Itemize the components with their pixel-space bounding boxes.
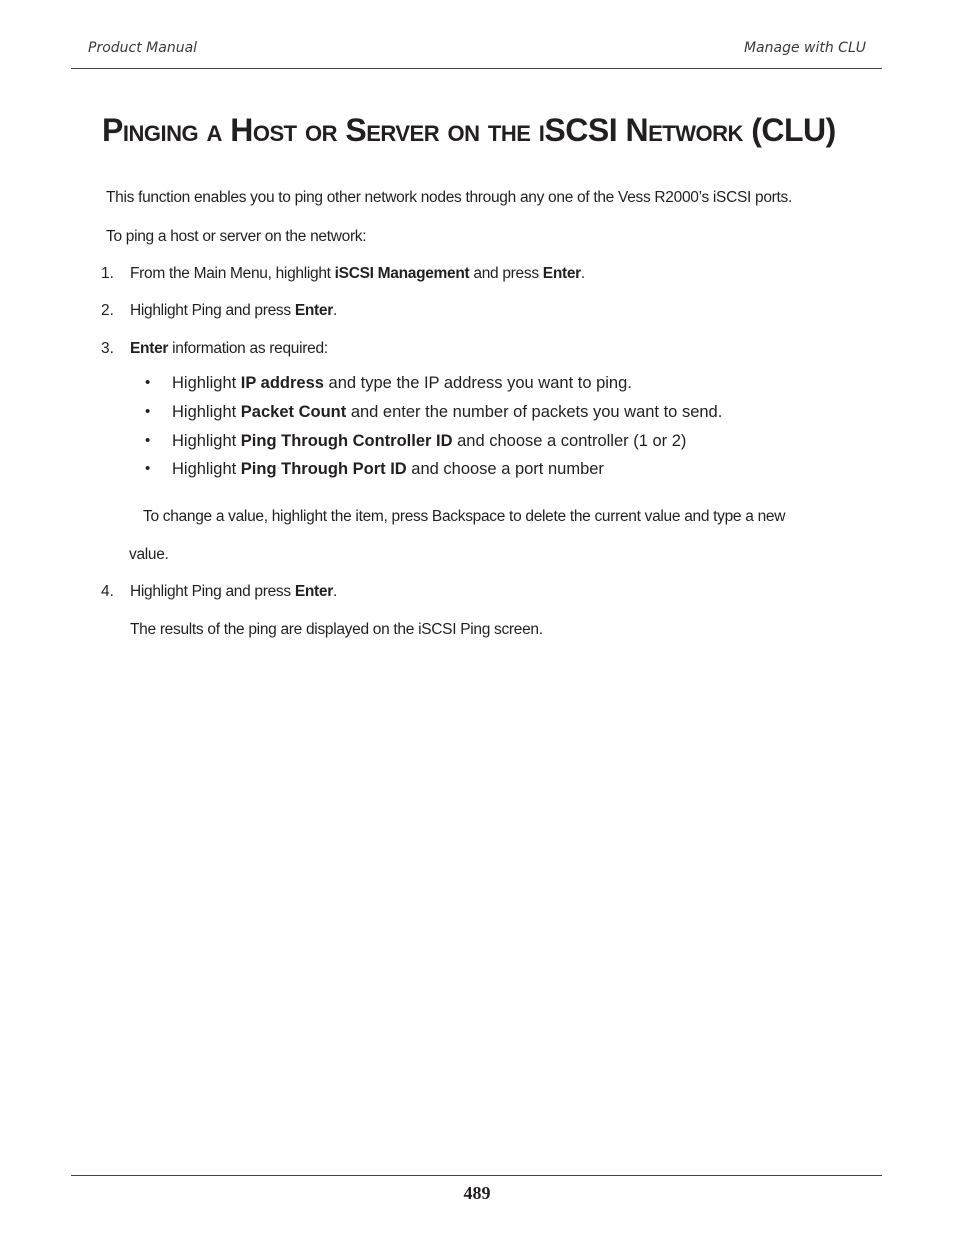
bullet-marker: •: [145, 460, 151, 477]
step-text: [130, 583, 337, 601]
bullet-text-run: Highlight: [172, 403, 241, 421]
ui-term: Enter: [130, 340, 169, 357]
bullet-marker: •: [145, 374, 151, 391]
step-number: 1.: [101, 265, 114, 282]
bullet-marker: •: [145, 432, 151, 449]
bullet-item: [172, 403, 722, 422]
step-text-run: .: [580, 265, 585, 282]
running-header-right: Manage with CLU: [743, 40, 866, 56]
step-number: 2.: [101, 302, 114, 319]
step-text-run: .: [332, 583, 337, 600]
bullet-text-run: and choose a port number: [406, 460, 604, 478]
lead-paragraph: To ping a host or server on the network:: [106, 228, 367, 245]
step-text-run: .: [332, 302, 337, 319]
change-value-note-cont: value.: [129, 546, 169, 563]
ui-term: Packet Count: [240, 403, 347, 421]
ui-term: Ping Through Controller ID: [240, 432, 453, 450]
step-text-run: information as required:: [168, 340, 328, 357]
step-text-run: From the Main Menu, highlight: [130, 265, 335, 282]
step-text: [130, 340, 328, 358]
results-paragraph: The results of the ping are displayed on the iSCSI Ping screen.: [130, 621, 543, 638]
bullet-text-run: Highlight: [172, 460, 241, 478]
title-part-3: Network (CLU): [617, 112, 836, 148]
step-text: [130, 302, 337, 320]
bullet-item: [172, 374, 632, 393]
step-text-run: Highlight Ping and press: [130, 583, 295, 600]
bullet-text-run: and type the IP address you want to ping.: [323, 374, 632, 392]
intro-paragraph: This function enables you to ping other network nodes through any one of the Vess R2000’s iSCSI ports.: [106, 189, 793, 206]
step-text-run: Highlight Ping and press: [130, 302, 295, 319]
ui-term: IP address: [240, 374, 324, 392]
ui-term: iSCSI Management: [334, 265, 470, 282]
title-part-2: SCSI: [544, 112, 618, 148]
bullet-text-run: and choose a controller (1 or 2): [452, 432, 687, 450]
ui-term: Enter: [294, 302, 333, 319]
bullet-item: [172, 460, 604, 479]
step-text: [130, 265, 585, 283]
step-text-run: and press: [469, 265, 543, 282]
bullet-text-run: and enter the number of packets you want to send.: [346, 403, 723, 421]
ui-term: Enter: [542, 265, 581, 282]
title-part-1: Pinging a Host or Server on the i: [102, 112, 545, 148]
bullet-item: [172, 432, 686, 451]
ui-term: Ping Through Port ID: [240, 460, 407, 478]
bullet-marker: •: [145, 403, 151, 420]
page-number: 489: [463, 1183, 491, 1203]
change-value-note: To change a value, highlight the item, press Backspace to delete the current value and type a new: [143, 508, 786, 525]
running-header-left: Product Manual: [88, 40, 198, 56]
ui-term: Enter: [294, 583, 333, 600]
step-number: 3.: [101, 340, 114, 357]
footer-rule: [71, 1175, 882, 1176]
page-title: [102, 112, 836, 149]
bullet-text-run: Highlight: [172, 374, 241, 392]
header-rule: [71, 68, 882, 69]
bullet-text-run: Highlight: [172, 432, 241, 450]
step-number: 4.: [101, 583, 114, 600]
